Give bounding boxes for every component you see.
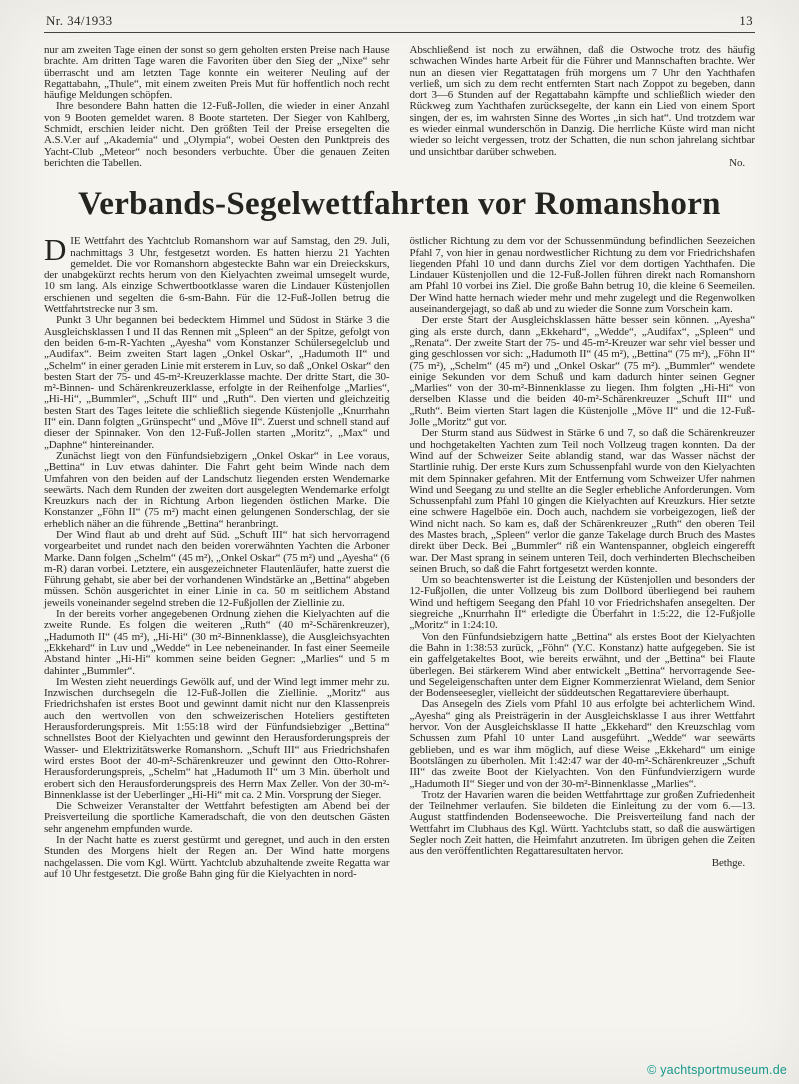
watermark: © yachtsportmuseum.de — [647, 1063, 787, 1077]
body-right-column — [410, 236, 756, 880]
paragraph: Punkt 3 Uhr begannen bei bedecktem Himmel und Südost in Stärke 3 die Ausgleichsklassen I und II das Rennen mit „Spleen“ an der Spitze, gefolgt von den beiden 6-m-R-Yachten „Ayesha“ vom Konstanzer Schülersegelclub und „Audifax“. Beim zweiten Start lagen „Onkel Oskar“, „Hadumoth II“ und „Schelm“ in einer geraden Linie mit ersterem in Luv, so daß „Onkel Oskar“ den besten Start der 75- und 45-m²-Kreuzerklasse machte. Der dritte Start, die 30-m²-Binnen- und Schärenkreuzerklasse, erfolgte in der Reihenfolge „Marlies“, „Hi-Hi“, „Bummler“, „Schuft III“ und „Ruth“. Den vierten und gleichzeitig besten Start des Tages leitete die schließlich siegende Küstenjolle „Knurrhahn II“ ein. Dann folgten „Grünspecht“ und „Möve II“. Zuerst und schnell stand auf dieser der Spinnaker. Von den 12-Fuß-Jollen starten „Moritz“, „Max“ und „Daphne“ hintereinander. — [44, 314, 390, 451]
author-signature: Bethge. — [711, 856, 745, 869]
paragraph: Der Sturm stand aus Südwest in Stärke 6 und 7, so daß die Schärenkreuzer und hochgetakelten Yachten zum Teil noch Vollzeug tragen konnten. Da der Wind auf der Schweizer Seite ablandig stand, war das Wasser nächst der Startlinie ruhig. Der erste Kurs zum Schussenpfahl wurde von den Kielyachten mit dem Spinnaker gefahren. Mit der Entfernung vom Schweizer Ufer nahmen Wind und Seegang zu und stellte an die Segler erhebliche Anforderungen. Vom Schussenpfahl zum Pfahl 10 gingen die Kielyachten auf Kreuzkurs. Hier setzte eine schwere Hagelböe ein. Doch auch, nachdem sie vorbeigezogen, ließ der Wind nicht nach. So kam es, daß der Schärenkreuzer „Ruth“ den oberen Teil des Mastes brach, „Spleen“ verlor die ganze Takelage durch Bruch des Mastes direkt über Deck. Bei „Bummler“ riß ein Wantenspanner, obgleich eingerefft war. Der Mast sprang in seinem unteren Teil, doch verhinderten Blechscheiben seinen Bruch, so daß die Fahrt fortgesetzt werden konnte. — [409, 427, 755, 575]
intro-right-column — [410, 45, 756, 169]
issue-number: Nr. 34/1933 — [46, 13, 113, 28]
paragraph: Von den Fünfundsiebzigern hatte „Bettina“ als erstes Boot der Kielyachten die Bahn in 1:38:53 zurück, „Föhn“ (Y.C. Konstanz) hatte aufgegeben. Sie ist ein gaffelgetakeltes Boot, wie bereits erwähnt, und der „Bettina“ bei Flaute überlegen. Bei stärkerem Wind aber entwickelt „Bettina“ hervorragende See- und Segeleigenschaften unter dem Eigner Kommerzienrat Wieland, dem Senior der Bodenseesegler, vielleicht der süddeutschen Regattareviere überhaupt. — [409, 630, 755, 700]
paragraph: Das Ansegeln des Ziels vom Pfahl 10 aus erfolgte bei achterlichem Wind. „Ayesha“ ging als Preisträgerin in der Ausgleichsklasse I aus ihrer Wettfahrt hervor. Von der Ausgleichsklasse II hatte „Ekkehard“ den Kreuzschlag vom Schussen zum Pfahl 10 unter Land ausgeführt. „Wedde“ war seewärts geblieben, und es war ihm möglich, auf diese Weise „Ekkehard“ um einige Bootslängen zu überholen. Mit 1:42:47 war der 40-m²-Schärenkreuzer „Schuft III“ das zweite Boot der Kielyachten. Von den Fünfundvierzigern wurde „Hadumoth II“ Sieger und von der 30-m²-Binnenklasse „Marlies“. — [409, 698, 755, 790]
paragraph: Trotz der Havarien waren die beiden Wettfahrttage zur großen Zufriedenheit der Teilnehmer verlaufen. Sie bildeten die Einleitung zu der vom 6.—13. August stattfindenden Bodenseewoche. Die Preisverteilung fand nach der Wettfahrt im Clubhaus des Kgl. Württ. Yachtclubs statt, so daß die auswärtigen Segler noch Zeit hatten, die Heimfahrt anzutreten. Im übrigen gehen die Zeiten aus den veröffentlichten Regattaresultaten hervor. — [409, 788, 755, 858]
page-header — [44, 13, 755, 32]
paragraph — [44, 232, 390, 316]
paragraph: Die Schweizer Veranstalter der Wettfahrt befestigten am Abend bei der Preisverteilung die sportliche Kameradschaft, die von den deutschen Gästen sehr angenehm empfunden wurde. — [44, 800, 390, 835]
drop-cap: D — [44, 232, 67, 268]
paragraph: Zunächst liegt von den Fünfundsiebzigern „Onkel Oskar“ in Lee voraus, „Bettina“ in Luv etwas dahinter. Die Fahrt geht beim Winde nach dem Umfahren von den beiden auf der Landschutz liegenden ersten Wendemarke seewärts. Nach dem Runden der zweiten dort ausgelegten Wendemarke erfolgt Kreuzkurs nach der in Richtung Arbon liegenden östlichen Marke. Die Konstanzer „Föhn II“ (75 m²) macht einen gelungenen Sonderschlag, der sie erheblich näher an die führende „Bettina“ heranbringt. — [44, 449, 390, 530]
paragraph: Im Westen zieht neuerdings Gewölk auf, und der Wind legt immer mehr zu. Inzwischen durchsegeln die 12-Fuß-Jollen die Ziellinie. „Moritz“ aus Friedrichshafen ist erstes Boot und gewinnt damit nicht nur den Klassenpreis auch den wertvollen von den schweizerischen Hoteliers gestifteten Herausforderungspreis. Mit 1:55:18 wird der Fünfundsiebziger „Bettina“ schnellstes Boot der Kielyachten und gewinnt den Herausforderungspreis der Wasser- und Elektrizitätswerke Romanshorn. „Schuft III“ aus Friedrichshafen wird erstes Boot der 40-m²-Schärenkreuzer und gewinnt den Otto-Rohrer-Herausforderungspreis, „Schelm“ hat „Hadumoth II“ um 3 Min. überholt und erobert sich den Herausforderungspreis des Herrn Max Zeller. Von der 30-m²-Binnenklasse ist der Ueberlinger „Hi-Hi“ mit ca. 2 Min. Vorsprung der Sieger. — [44, 675, 390, 801]
page-number: 13 — [739, 13, 753, 28]
paragraph: Ihre besondere Bahn hatten die 12-Fuß-Jollen, die wieder in einer Anzahl von 9 Booten gemeldet waren. 8 Boote starteten. Der Sieger von Kahlberg, Schmidt, erschien leider nicht. Den größten Teil der Preise ersegelten die A.S.V.er auf „Akademia“ und „Olympia“, wobei Oesten den Punktpreis des Yacht-Club „Meteor“ noch besonders verbuchte. Über die genauen Zeiten berichten die Tabellen. — [44, 100, 390, 169]
paragraph: Um so beachtenswerter ist die Leistung der Küstenjollen und besonders der 12-Fußjollen, die unter Vollzeug bis zum Dollbord überliegend bei rauhem Wind und heftigem Seegang den Pfahl 10 vor Friedrichshafen ansegelten. Der siegreiche „Knurrhahn II“ erledigte die Überfahrt in 1:5:22, die 12-Fußjolle „Moritz“ in 1:24:10. — [409, 574, 755, 632]
paragraph: In der Nacht hatte es zuerst gestürmt und geregnet, und auch in den ersten Stunden des Morgens hielt der Regen an. Der Wind hatte morgens nachgelassen. Die vom Kgl. Württ. Yachtclub abzuhaltende zweite Regatta war auf 10 Uhr festgesetzt. Die große Bahn ging für die Kielyachten in nord- — [44, 834, 390, 880]
paragraph: östlicher Richtung zu dem vor der Schussenmündung befindlichen Seezeichen Pfahl 7, von hier in genau nordwestlicher Richtung zu dem vor Friedrichshafen liegenden Pfahl 10 und dann durchs Ziel vor dem dortigen Yachthafen. Die Lindauer Küstenjollen und die 12-Fuß-Jollen führen direkt nach Romanshorn am Pfahl 10 vorbei ins Ziel. Die große Bahn betrug 10, die kleine 6 Seemeilen. Der Wind hatte hernach wieder mehr und mehr zugelegt und die Regenwolken auseinandergejagt, so daß ab und zu wieder die Sonne zum Vorschein kam. — [409, 235, 755, 316]
article-headline: Verbands-Segelwettfahrten vor Romanshorn — [78, 186, 721, 223]
paragraph: nur am zweiten Tage einen der sonst so gern geholten ersten Preise nach Hause brachte. Am dritten Tage waren die Favoriten über den Sieg der „Nixe“ sehr überrascht und am letzten Tage konnte ein weiterer Neuling auf der Regattabahn, „Thule“, mit einem zweiten Preis Mut für hoffentlich noch recht häufige Meldungen schöpfen. — [44, 44, 390, 102]
paragraph: Der Wind flaut ab und dreht auf Süd. „Schuft III“ hat sich hervorragend vorgearbeitet und rundet nach den beiden vorerwähnten Yachten die Arboner Marke. Dann folgen „Schelm“ (45 m²), „Onkel Oskar“ (75 m²) und „Ayesha“ (6 m-R) daran vorbei. Letztere, ein ausgezeichneter Flautenläufer, hatte zuerst die Führung gehabt, sie aber bei der vorhandenen Windstärke an „Bettina“ abgeben müssen. Schön ausgerichtet in einer Linie in ca. 50 m seitlichem Abstand jeweils voneinander segelnd streben die 12-Fußjollen der Ziellinie zu. — [44, 528, 390, 609]
paragraph: In der bereits vorher angegebenen Ordnung ziehen die Kielyachten auf die zweite Runde. Es folgen die weiteren „Ruth“ (40 m²-Schärenkreuzer), „Hadumoth II“ (45 m²), „Hi-Hi“ (30 m²-Binnenklasse), die Ausgleichsyachten „Ekkehard“ in Luv und „Wedde“ in Lee nebeneinander. In fast einer Seemeile Abstand hinter „Hi-Hi“ kommen seine beiden Gegner: „Marlies“ und 5 m dahinter „Bummler“. — [44, 608, 390, 677]
article-body — [44, 232, 755, 880]
intro-left-column — [44, 45, 390, 169]
paragraph: Abschließend ist noch zu erwähnen, daß die Ostwoche trotz des häufig schwachen Windes harte Arbeit für die Führer und Mannschaften brachte. Wer nun an diesen vier Regattatagen früh morgens um 7 Uhr den Yachthafen verließ, um sich zu dem recht entfernten Start nach Zoppot zu begeben, dann dort 3—6 Stunden auf der Regattabahn kämpfte und schließlich wieder den Rückweg zum Yachthafen zurücksegelte, der kann ein Lied von einem Sport singen, der es, im wahrsten Sinne des Wortes „in sich hat“. Und trotzdem war es wieder einmal wunderschön in Danzig. Die herrliche Küste wird man nicht wieder so leicht vergessen, trotz der Schatten, die nun schon jahrelang sichtbar und unsichtbar darüber schweben. — [409, 44, 755, 158]
paragraph: Der erste Start der Ausgleichsklassen hätte besser sein können. „Ayesha“ ging als erste durch, dann „Ekkehard“, „Wedde“, „Audifax“, „Spleen“ und „Renata“. Der zweite Start der 75- und 45-m²-Kreuzer war sehr viel besser und ging geschlossen vor sich: „Hadumoth II“ (45 m²), „Bettina“ (75 m²), „Föhn II“ (75 m²), „Schelm“ (45 m²) und „Onkel Oskar“ (75 m²). „Bummler“ wendete einige Sekunden vor dem Schuß und kam dadurch hinter seinen Gegner „Marlies“ von der 30-m²-Binnenklasse zu liegen. Ihm folgten „Hi-Hi“ von derselben Klasse und die beiden 40-m²-Schärenkreuzer „Schuft III“ und „Ruth“. Beim vierten Start lagen die Küstenjolle „Möve II“ und die 12-Fuß-Jolle „Moritz“ gut vor. — [409, 314, 755, 429]
intro-section — [44, 45, 755, 169]
body-left-column — [44, 232, 390, 880]
header-rule — [44, 32, 755, 33]
paragraph-text: IE Wettfahrt des Yachtclub Romanshorn war auf Samstag, den 29. Juli, nachmittags 3 Uhr, festgesetzt worden. Es hatten hierzu 21 Yachten gemeldet. Die vor Romanshorn abgesteckte Bahn war ein Dreieckskurs, der unabgekürzt rechts herum von den Kielyachten zweimal umsegelt wurde, 10 sm lang. Als einzige Schwertbootklasse waren die Lindauer Küstenjollen erschienen und segelten die 6-sm-Bahn. Für die 12-Fuß-Jollen betrug die Wettfahrtstrecke nur 3 sm. — [44, 235, 390, 316]
author-signature: No. — [729, 156, 745, 169]
